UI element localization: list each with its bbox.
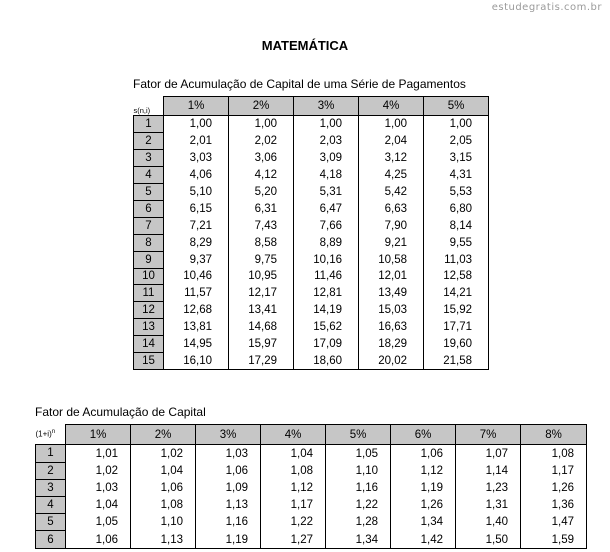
row-label: 4 [134,167,164,184]
table-cell: 1,27 [261,531,326,549]
table-cell: 2,02 [229,133,294,150]
table-row [134,200,489,217]
table-cell: 2,01 [164,133,229,150]
row-label: 10 [134,268,164,285]
table-cell: 4,18 [294,167,359,184]
table-cell: 19,60 [424,336,489,353]
row-label: 3 [134,150,164,167]
row-label: 5 [36,514,66,531]
table-cell: 1,03 [196,445,261,463]
table-row [134,184,489,201]
table-cell: 14,19 [294,302,359,319]
table-cell: 1,19 [196,531,261,549]
table-cell: 1,07 [456,445,521,463]
page-title: MATEMÁTICA [261,38,349,53]
row-label: 1 [36,445,66,463]
row-label: 14 [134,336,164,353]
row-label: 13 [134,319,164,336]
table-cell: 1,00 [294,116,359,133]
table-cell: 6,63 [359,200,424,217]
table-cell: 12,17 [229,285,294,302]
table-cell: 6,47 [294,200,359,217]
table-cell: 10,95 [229,268,294,285]
column-header: 5% [424,97,489,116]
table-row [134,268,489,285]
table-cell: 1,08 [521,445,587,463]
table-cell: 1,23 [456,479,521,496]
table-cell: 1,04 [131,462,196,479]
table-cell: 15,92 [424,302,489,319]
table-cell: 1,12 [391,462,456,479]
table-row [134,234,489,251]
table-cell: 4,31 [424,167,489,184]
table-cell: 1,19 [391,479,456,496]
table-cell: 9,21 [359,234,424,251]
row-label: 7 [134,217,164,234]
table-cell: 13,41 [229,302,294,319]
table-cell: 1,26 [391,497,456,514]
table-cell: 1,40 [456,514,521,531]
table1-caption: Fator de Acumulação de Capital de uma Série de Pagamentos [133,77,466,91]
table-cell: 18,60 [294,352,359,369]
column-header: 5% [326,425,391,445]
table-cell: 11,57 [164,285,229,302]
table-cell: 5,31 [294,184,359,201]
table-cell: 1,08 [131,497,196,514]
table-cell: 17,71 [424,319,489,336]
table-cell: 15,97 [229,336,294,353]
corner-exponent: n [51,429,56,436]
table-cell: 15,62 [294,319,359,336]
table-cell: 1,26 [521,479,587,496]
table-cell: 4,25 [359,167,424,184]
table-cell: 18,29 [359,336,424,353]
table-cell: 12,58 [424,268,489,285]
table-row [134,133,489,150]
table-cell: 1,04 [261,445,326,463]
table-cell: 1,01 [66,445,131,463]
table-cell: 1,13 [131,531,196,549]
row-label: 2 [36,462,66,479]
table-cell: 2,05 [424,133,489,150]
table-row [36,445,587,463]
table-row [134,319,489,336]
table-corner-label: s(n,i) [133,106,151,115]
table-cell: 21,58 [424,352,489,369]
row-label: 6 [134,200,164,217]
table-cell: 1,08 [261,462,326,479]
row-label: 12 [134,302,164,319]
table-cell: 1,36 [521,497,587,514]
table-row [134,336,489,353]
table-cell: 1,10 [131,514,196,531]
table-cell: 1,02 [66,462,131,479]
table-cell: 14,68 [229,319,294,336]
table-cell: 1,00 [229,116,294,133]
series-accumulation-table [133,96,489,370]
row-label: 8 [134,234,164,251]
table-row [134,302,489,319]
table-cell: 15,03 [359,302,424,319]
table-cell: 1,00 [164,116,229,133]
table-header-row [134,97,489,116]
table-row [36,462,587,479]
table-cell: 1,00 [424,116,489,133]
column-header: 7% [456,425,521,445]
table-cell: 3,06 [229,150,294,167]
table-cell: 8,58 [229,234,294,251]
table-cell: 5,10 [164,184,229,201]
table-cell: 7,43 [229,217,294,234]
table-cell: 5,53 [424,184,489,201]
table-row [36,479,587,496]
table-row [134,150,489,167]
table-cell: 14,21 [424,285,489,302]
table-cell: 6,80 [424,200,489,217]
table-cell: 7,90 [359,217,424,234]
row-label: 11 [134,285,164,302]
table-cell: 3,15 [424,150,489,167]
table-row [134,251,489,268]
table-cell: 1,04 [66,497,131,514]
column-header: 3% [294,97,359,116]
table-cell: 10,58 [359,251,424,268]
row-label: 5 [134,184,164,201]
table-cell: 8,14 [424,217,489,234]
table-cell: 1,47 [521,514,587,531]
table-cell: 12,81 [294,285,359,302]
table-cell: 9,37 [164,251,229,268]
table-cell: 1,31 [456,497,521,514]
row-label: 3 [36,479,66,496]
table-cell: 17,29 [229,352,294,369]
table-cell: 7,21 [164,217,229,234]
table-row [36,531,587,549]
table-cell: 12,01 [359,268,424,285]
table-cell: 2,03 [294,133,359,150]
row-label: 6 [36,531,66,549]
table-cell: 1,34 [391,514,456,531]
table-cell: 1,13 [196,497,261,514]
table-cell: 1,05 [326,445,391,463]
table-cell: 5,20 [229,184,294,201]
table-row [134,116,489,133]
table-cell: 1,42 [391,531,456,549]
table-cell: 3,09 [294,150,359,167]
table-cell: 2,04 [359,133,424,150]
table-cell: 1,03 [66,479,131,496]
table-cell: 1,00 [359,116,424,133]
table-cell: 1,28 [326,514,391,531]
watermark: estudegratis.com.br [491,2,602,13]
table-cell: 13,81 [164,319,229,336]
table-cell: 8,89 [294,234,359,251]
table-cell: 14,95 [164,336,229,353]
table-cell: 1,34 [326,531,391,549]
table-cell: 7,66 [294,217,359,234]
table-cell: 10,46 [164,268,229,285]
table-cell: 1,02 [131,445,196,463]
table-row [134,167,489,184]
capital-accumulation-table [35,424,587,549]
table-cell: 17,09 [294,336,359,353]
column-header: 1% [164,97,229,116]
table-cell: 1,22 [261,514,326,531]
table-cell: 1,16 [196,514,261,531]
table-cell: 11,46 [294,268,359,285]
row-label: 4 [36,497,66,514]
table-cell: 4,12 [229,167,294,184]
table-cell: 1,50 [456,531,521,549]
table-cell: 1,59 [521,531,587,549]
table2-caption: Fator de Acumulação de Capital [35,405,206,419]
table-cell: 16,10 [164,352,229,369]
table-cell: 1,17 [521,462,587,479]
table-cell: 13,49 [359,285,424,302]
table-cell: 9,55 [424,234,489,251]
table-cell: 8,29 [164,234,229,251]
column-header: 3% [196,425,261,445]
column-header: 2% [229,97,294,116]
table-cell: 1,16 [326,479,391,496]
column-header: 1% [66,425,131,445]
table-cell: 6,31 [229,200,294,217]
column-header: 8% [521,425,587,445]
column-header: 4% [359,97,424,116]
table-cell: 1,12 [261,479,326,496]
table-cell: 1,06 [131,479,196,496]
table-cell: 20,02 [359,352,424,369]
table-row [36,497,587,514]
table-row [134,217,489,234]
table-cell: 3,12 [359,150,424,167]
table-cell: 1,06 [66,531,131,549]
table-cell: 9,75 [229,251,294,268]
table-cell: 1,10 [326,462,391,479]
table-row [36,514,587,531]
row-label: 2 [134,133,164,150]
row-label: 9 [134,251,164,268]
table-cell: 5,42 [359,184,424,201]
table-row [134,285,489,302]
table-cell: 16,63 [359,319,424,336]
table-header-row [36,425,587,445]
column-header: 4% [261,425,326,445]
corner-base: (1+i) [35,430,52,440]
table-cell: 1,17 [261,497,326,514]
table-cell: 1,09 [196,479,261,496]
table-cell: 10,16 [294,251,359,268]
row-label: 1 [134,116,164,133]
table-cell: 4,06 [164,167,229,184]
table-cell: 1,06 [391,445,456,463]
table-cell: 1,06 [196,462,261,479]
table-cell: 3,03 [164,150,229,167]
column-header: 6% [391,425,456,445]
table-cell: 6,15 [164,200,229,217]
table-corner-label [36,425,66,445]
row-label: 15 [134,352,164,369]
table-cell: 1,14 [456,462,521,479]
table-row [134,352,489,369]
column-header: 2% [131,425,196,445]
table-cell: 1,05 [66,514,131,531]
table-cell: 12,68 [164,302,229,319]
table-cell: 11,03 [424,251,489,268]
table-cell: 1,22 [326,497,391,514]
